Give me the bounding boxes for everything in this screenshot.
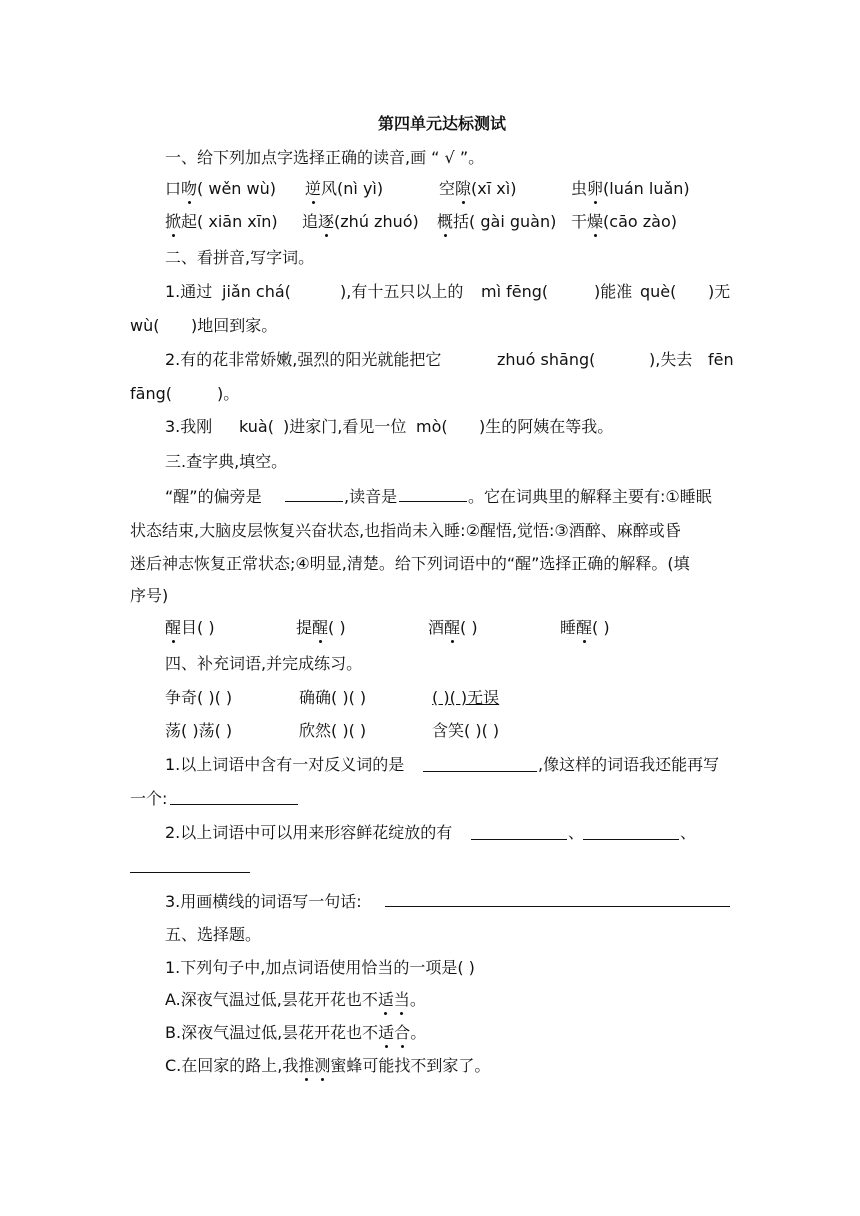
idiom-fill-item: 欣然( )( ) xyxy=(299,721,367,740)
answer-blank[interactable] xyxy=(423,771,537,772)
idiom-fill-item: 确确( )( ) xyxy=(299,688,367,707)
pinyin-item: 干燥(cāo zào) xyxy=(571,212,677,231)
s2-q1-text: )地回到家。 xyxy=(191,316,278,335)
pinyin-item: 口吻( wěn wù) xyxy=(165,179,276,198)
s4-q2-text: 、 xyxy=(680,823,697,842)
s2-q2-text: ),失去 xyxy=(649,350,693,369)
section-2-heading: 二、看拼音,写字词。 xyxy=(165,248,315,267)
section-5-heading: 五、选择题。 xyxy=(165,925,262,944)
pinyin-item: 掀起( xiān xīn) xyxy=(165,212,278,231)
s4-q2-text: 2.以上词语中可以用来形容鲜花绽放的有 xyxy=(165,823,453,842)
section-1-heading: 一、给下列加点字选择正确的读音,画 “ √ ”。 xyxy=(165,148,485,167)
s2-q1-pinyin: què( xyxy=(640,282,677,301)
s5-q1-text: 1.下列句子中,加点词语使用恰当的一项是( ) xyxy=(165,958,475,977)
answer-blank[interactable] xyxy=(285,501,343,502)
section-3-heading: 三.查字典,填空。 xyxy=(165,452,288,471)
pinyin-item: 虫卵(luán luǎn) xyxy=(571,179,690,198)
s3-paragraph-text: ,读音是 xyxy=(344,487,398,506)
idiom-fill-item-underlined: ( )( )无误 xyxy=(432,688,500,707)
s4-q1-text: 一个: xyxy=(130,789,168,808)
s2-q2-pinyin: fāng( xyxy=(130,384,172,403)
answer-blank[interactable] xyxy=(399,501,467,502)
answer-blank[interactable] xyxy=(130,872,250,873)
s2-q3-pinyin: kuà( xyxy=(239,417,274,436)
idiom-fill-item: 荡( )荡( ) xyxy=(165,721,233,740)
pinyin-item: 逆风(nì yì) xyxy=(305,179,384,198)
answer-blank[interactable] xyxy=(471,839,567,840)
answer-blank[interactable] xyxy=(583,839,679,840)
s3-paragraph-text: 。它在词典里的解释主要有:①睡眠 xyxy=(468,487,712,506)
s2-q1-pinyin: wù( xyxy=(130,316,160,335)
xing-word-item: 提醒( ) xyxy=(296,618,346,637)
s2-q1-pinyin: mì fēng( xyxy=(481,282,549,301)
pinyin-item: 概括( gài guàn) xyxy=(437,212,557,231)
pinyin-item: 追逐(zhú zhuó) xyxy=(302,212,419,231)
s2-q1-text: 1.通过 xyxy=(165,282,213,301)
s2-q2-pinyin: fēn xyxy=(708,350,734,369)
xing-word-item: 酒醒( ) xyxy=(428,618,478,637)
s3-paragraph-text: 序号) xyxy=(130,586,169,605)
page-title: 第四单元达标测试 xyxy=(378,114,507,133)
s2-q1-text: )无 xyxy=(708,282,731,301)
choice-option-a: A.深夜气温过低,昙花开花也不适当。 xyxy=(165,990,426,1009)
s2-q2-pinyin: zhuó shāng( xyxy=(497,350,596,369)
choice-option-b: B.深夜气温过低,昙花开花也不适合。 xyxy=(165,1023,427,1042)
s4-q3-text: 3.用画横线的词语写一句话: xyxy=(165,892,362,911)
s2-q1-text: )能准 xyxy=(594,282,633,301)
s4-q1-text: 1.以上词语中含有一对反义词的是 xyxy=(165,755,405,774)
xing-word-item: 醒目( ) xyxy=(165,618,215,637)
section-4-heading: 四、补充词语,并完成练习。 xyxy=(165,654,363,673)
idiom-fill-item: 含笑( )( ) xyxy=(432,721,500,740)
xing-word-item: 睡醒( ) xyxy=(560,618,610,637)
s2-q2-text: 2.有的花非常娇嫩,强烈的阳光就能把它 xyxy=(165,350,442,369)
answer-blank[interactable] xyxy=(385,906,730,907)
idiom-fill-item: 争奇( )( ) xyxy=(165,688,233,707)
s4-q2-text: 、 xyxy=(568,823,585,842)
s3-paragraph-text: “醒”的偏旁是 xyxy=(165,487,262,506)
pinyin-item: 空隙(xī xì) xyxy=(439,179,517,198)
s4-q1-text: ,像这样的词语我还能再写 xyxy=(538,755,720,774)
answer-blank[interactable] xyxy=(170,804,298,805)
s2-q2-text: )。 xyxy=(217,384,240,403)
s2-q3-text: )进家门,看见一位 xyxy=(283,417,407,436)
s2-q3-text: )生的阿姨在等我。 xyxy=(479,417,614,436)
choice-option-c: C.在回家的路上,我推测蜜蜂可能找不到家了。 xyxy=(165,1056,491,1075)
s2-q3-text: 3.我刚 xyxy=(165,417,213,436)
s3-paragraph-text: 状态结束,大脑皮层恢复兴奋状态,也指尚未入睡:②醒悟,觉悟:③酒醉、麻醉或昏 xyxy=(130,521,681,540)
s3-paragraph-text: 迷后神志恢复正常状态;④明显,清楚。给下列词语中的“醒”选择正确的解释。(填 xyxy=(130,554,690,573)
s2-q3-pinyin: mò( xyxy=(416,417,448,436)
s2-q1-text: ),有十五只以上的 xyxy=(340,282,464,301)
s2-q1-pinyin: jiǎn chá( xyxy=(222,282,291,301)
